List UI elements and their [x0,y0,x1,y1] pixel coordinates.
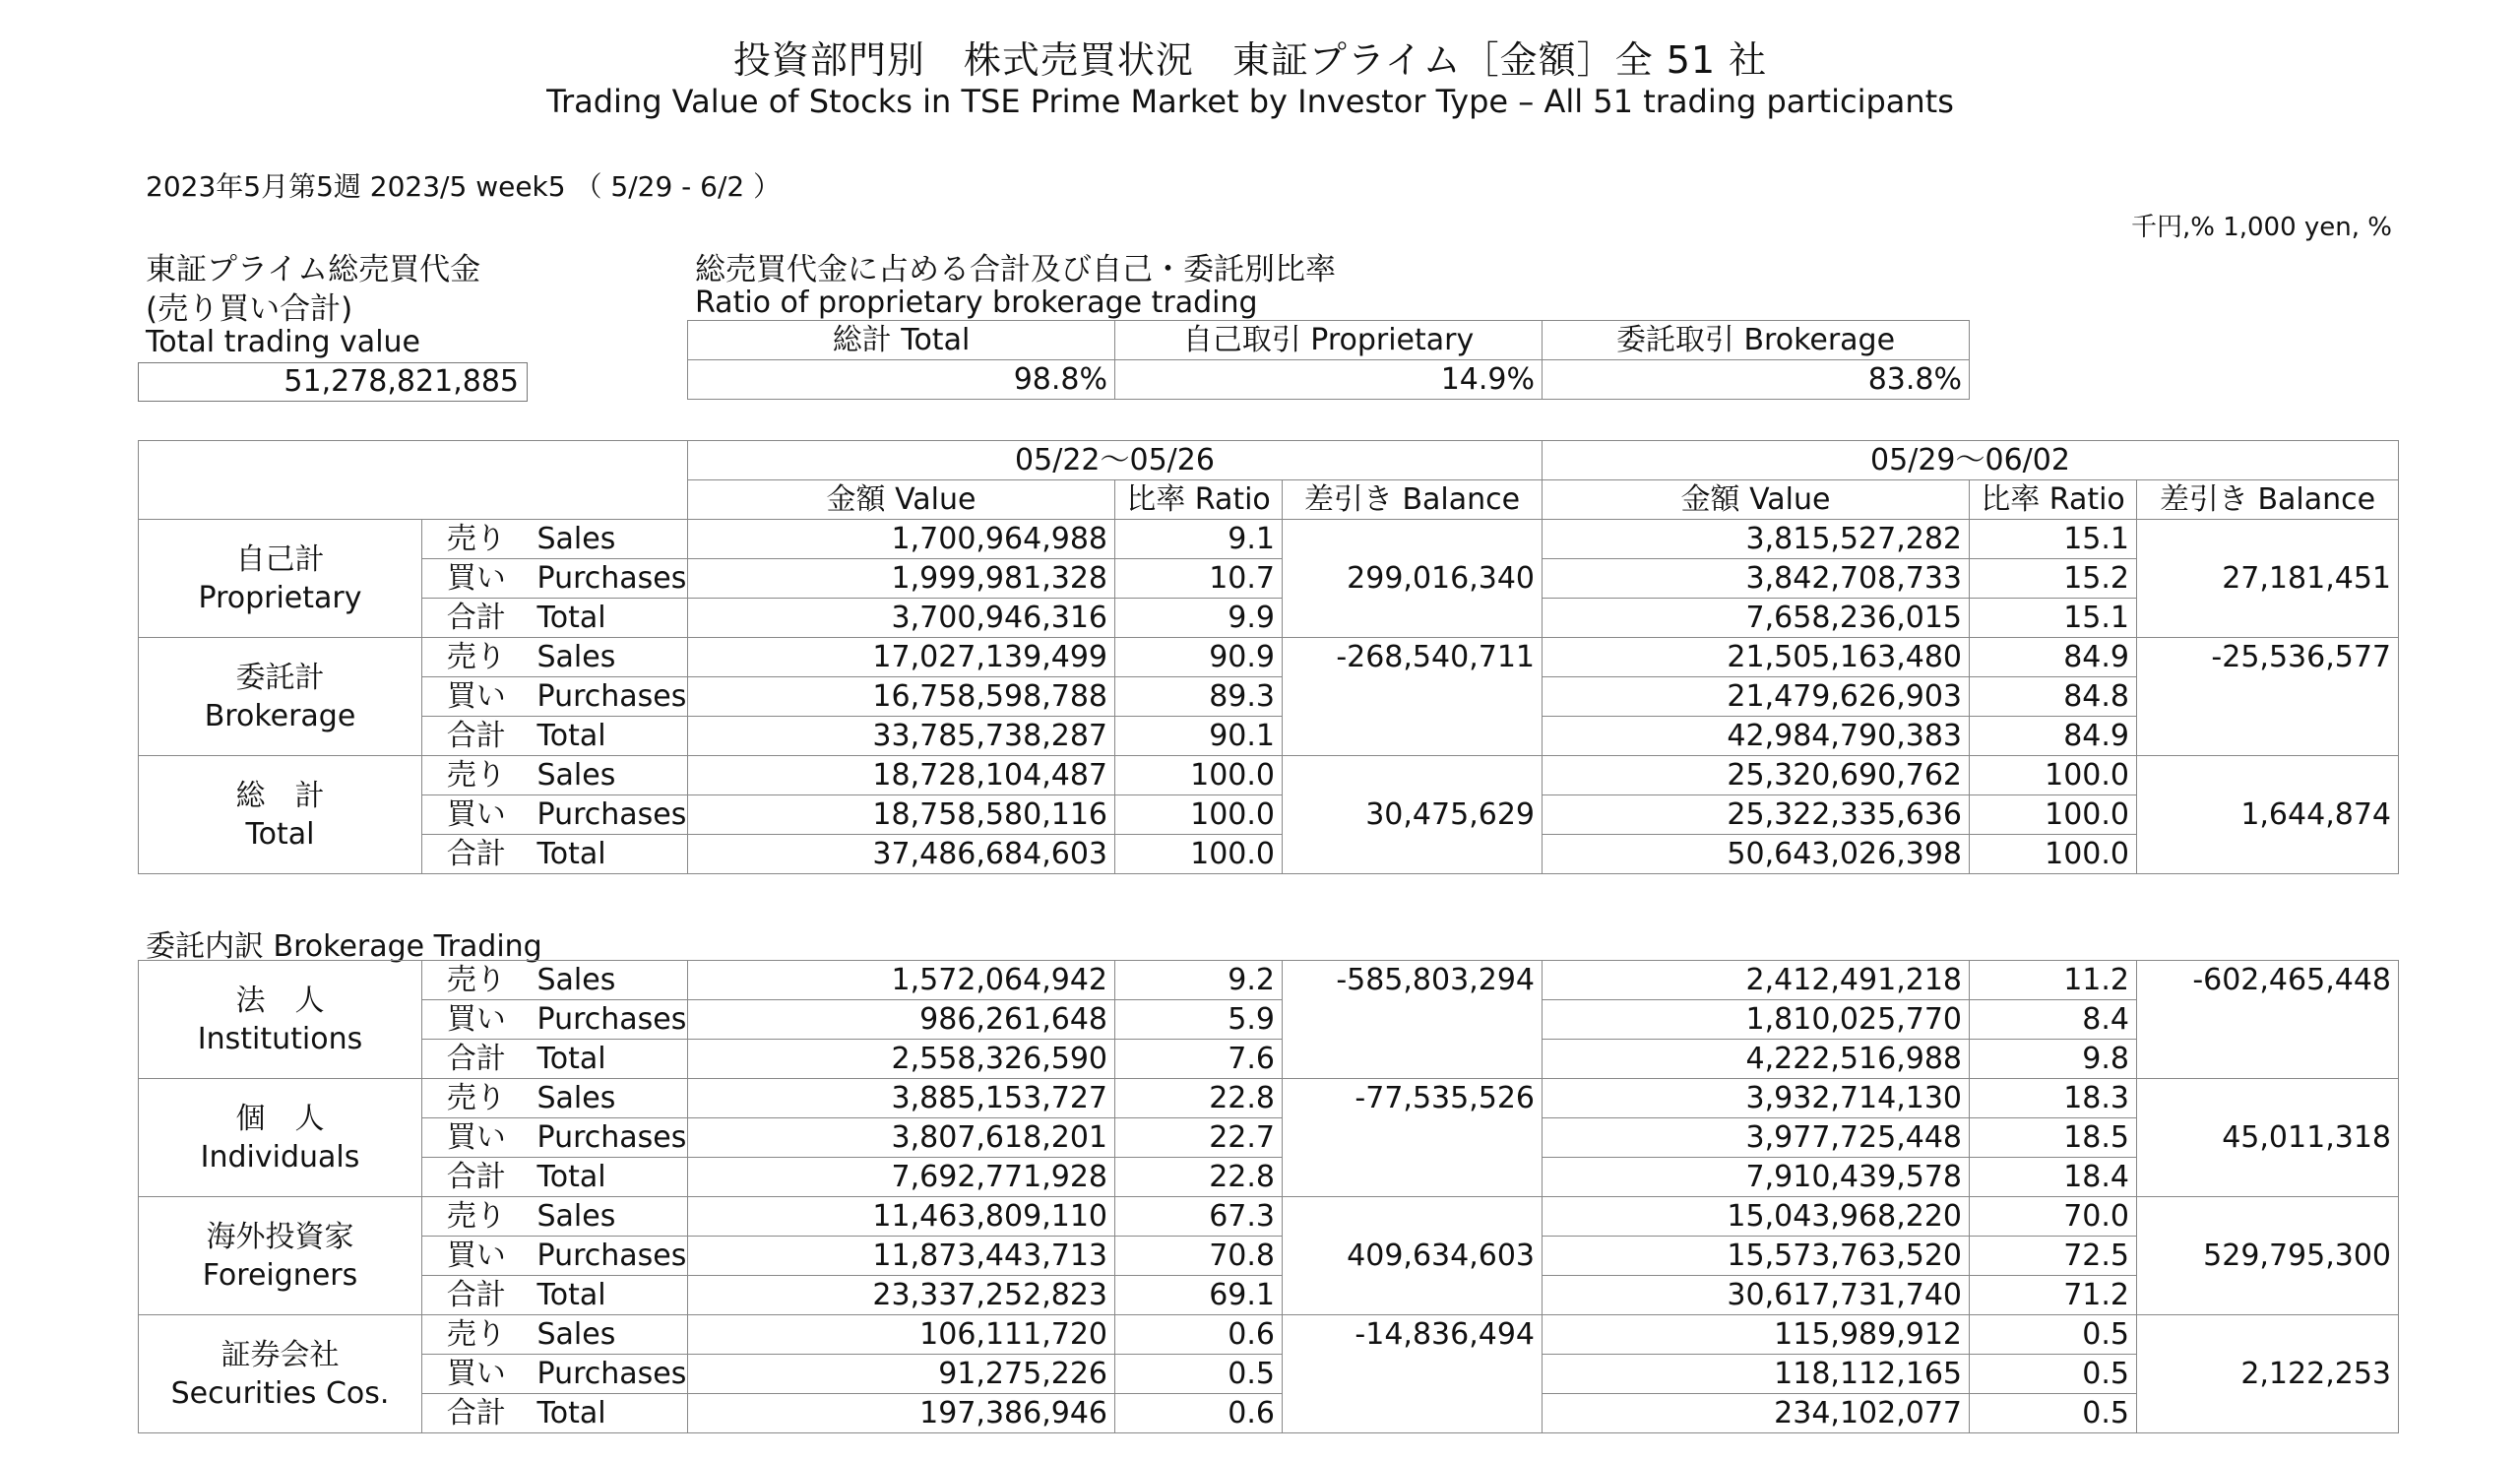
row-type-en: Sales [531,756,688,795]
table-row [139,1158,2399,1197]
p2-ratio-cell: 11.2 [1970,961,2137,1000]
p2-balance-cell: -25,536,577 [2137,638,2399,677]
row-type-en: Sales [531,638,688,677]
p1-value-cell: 3,807,618,201 [688,1118,1115,1158]
group-label [139,756,422,874]
p2-ratio-cell: 18.4 [1970,1158,2137,1197]
row-type-jp: 合計 [422,1158,531,1197]
ratio-value-brokerage: 83.8% [1543,360,1970,400]
p2-value-cell: 118,112,165 [1543,1355,1970,1394]
p2-balance-cell: 1,644,874 [2137,795,2399,835]
p2-balance-cell [2137,1040,2399,1079]
group-label-en: Securities Cos. [170,1375,390,1411]
p1-balance-cell [1283,1355,1543,1394]
p1-ratio-cell: 22.8 [1115,1158,1283,1197]
p2-value-cell: 21,505,163,480 [1543,638,1970,677]
p1-balance-cell [1283,1040,1543,1079]
row-type-jp: 売り [422,1079,531,1118]
p1-ratio-cell: 90.9 [1115,638,1283,677]
p1-ratio-cell: 0.6 [1115,1394,1283,1433]
total-value-label-en: Total trading value [146,325,420,359]
p2-balance-cell: 529,795,300 [2137,1237,2399,1276]
group-label-jp: 総 計 [235,778,325,813]
p2-value-cell: 115,989,912 [1543,1315,1970,1355]
brokerage-body [139,961,2399,1433]
group-label-en: Institutions [197,1021,363,1056]
p2-balance-cell: 45,011,318 [2137,1118,2399,1158]
p2-balance-cell [2137,835,2399,874]
total-value-cell: 51,278,821,885 [138,362,528,402]
p1-value-cell: 16,758,598,788 [688,677,1115,717]
row-type-en: Purchases [531,1355,688,1394]
p1-balance-cell [1283,1158,1543,1197]
p2-balance-cell [2137,756,2399,795]
p1-ratio-cell: 7.6 [1115,1040,1283,1079]
p2-balance-cell [2137,1276,2399,1315]
p2-ratio-cell: 84.8 [1970,677,2137,717]
group-label-en: Foreigners [202,1257,358,1293]
p1-value-cell: 3,885,153,727 [688,1079,1115,1118]
row-type-en: Purchases [531,795,688,835]
table-row [139,677,2399,717]
row-type-en: Total [531,599,688,638]
p1-ratio-cell: 100.0 [1115,756,1283,795]
group-label [139,638,422,756]
p1-ratio-header: 比率 Ratio [1115,480,1283,520]
p2-ratio-cell: 9.8 [1970,1040,2137,1079]
table-row [139,520,2399,559]
p1-value-cell: 18,728,104,487 [688,756,1115,795]
row-type-jp: 買い [422,1355,531,1394]
p1-value-cell: 7,692,771,928 [688,1158,1115,1197]
p2-balance-cell [2137,1158,2399,1197]
group-label [139,1315,422,1433]
row-type-jp: 売り [422,756,531,795]
p2-value-cell: 25,322,335,636 [1543,795,1970,835]
p2-ratio-cell: 0.5 [1970,1394,2137,1433]
row-type-jp: 買い [422,1000,531,1040]
p1-balance-cell: 409,634,603 [1283,1237,1543,1276]
p1-balance-cell: -77,535,526 [1283,1079,1543,1118]
ratio-value-proprietary: 14.9% [1115,360,1543,400]
p2-balance-cell: 27,181,451 [2137,559,2399,599]
p1-value-cell: 91,275,226 [688,1355,1115,1394]
row-type-jp: 買い [422,677,531,717]
p1-ratio-cell: 100.0 [1115,795,1283,835]
p2-value-cell: 4,222,516,988 [1543,1040,1970,1079]
p1-ratio-cell: 22.8 [1115,1079,1283,1118]
row-type-en: Total [531,835,688,874]
period1-header: 05/22～05/26 [688,441,1543,480]
row-type-jp: 買い [422,559,531,599]
p1-balance-cell: -585,803,294 [1283,961,1543,1000]
row-type-jp: 売り [422,1315,531,1355]
p2-ratio-cell: 15.1 [1970,599,2137,638]
table-row [139,1276,2399,1315]
period-header-row [139,441,2399,480]
row-type-jp: 合計 [422,1040,531,1079]
table-row [139,1000,2399,1040]
p2-ratio-cell: 0.5 [1970,1355,2137,1394]
p1-balance-cell [1283,1394,1543,1433]
corner-cell [139,441,688,520]
p2-value-cell: 50,643,026,398 [1543,835,1970,874]
group-label [139,1079,422,1197]
p2-ratio-cell: 84.9 [1970,717,2137,756]
p2-ratio-cell: 18.5 [1970,1118,2137,1158]
p1-ratio-cell: 9.2 [1115,961,1283,1000]
row-type-en: Purchases [531,1000,688,1040]
row-type-en: Sales [531,961,688,1000]
row-type-en: Sales [531,1197,688,1237]
p2-ratio-cell: 15.1 [1970,520,2137,559]
p2-ratio-cell: 100.0 [1970,795,2137,835]
p1-ratio-cell: 69.1 [1115,1276,1283,1315]
p2-ratio-cell: 15.2 [1970,559,2137,599]
row-type-jp: 合計 [422,835,531,874]
row-type-en: Sales [531,1315,688,1355]
row-type-en: Total [531,1158,688,1197]
p2-value-cell: 15,043,968,220 [1543,1197,1970,1237]
p2-balance-cell: -602,465,448 [2137,961,2399,1000]
p2-value-cell: 3,815,527,282 [1543,520,1970,559]
row-type-en: Total [531,1040,688,1079]
group-label [139,520,422,638]
p2-balance-cell [2137,1394,2399,1433]
p1-ratio-cell: 0.5 [1115,1355,1283,1394]
group-label-en: Brokerage [204,698,356,733]
p2-value-cell: 7,658,236,015 [1543,599,1970,638]
p2-ratio-cell: 18.3 [1970,1079,2137,1118]
p1-balance-cell [1283,717,1543,756]
summary-body [139,520,2399,874]
p1-balance-cell [1283,756,1543,795]
p1-value-cell: 1,572,064,942 [688,961,1115,1000]
p2-ratio-cell: 100.0 [1970,835,2137,874]
p1-value-cell: 1,700,964,988 [688,520,1115,559]
p2-value-cell: 21,479,626,903 [1543,677,1970,717]
p2-value-cell: 15,573,763,520 [1543,1237,1970,1276]
p2-value-cell: 30,617,731,740 [1543,1276,1970,1315]
row-type-jp: 買い [422,1118,531,1158]
row-type-jp: 売り [422,1197,531,1237]
p1-value-cell: 33,785,738,287 [688,717,1115,756]
p1-ratio-cell: 70.8 [1115,1237,1283,1276]
p1-balance-cell [1283,599,1543,638]
p1-balance-cell [1283,1197,1543,1237]
p1-value-cell: 106,111,720 [688,1315,1115,1355]
p1-value-cell: 18,758,580,116 [688,795,1115,835]
row-type-jp: 合計 [422,1276,531,1315]
row-type-jp: 買い [422,795,531,835]
p1-value-cell: 197,386,946 [688,1394,1115,1433]
group-label [139,961,422,1079]
table-row [139,559,2399,599]
p2-balance-header: 差引き Balance [2137,480,2399,520]
p2-balance-cell [2137,717,2399,756]
table-row [139,638,2399,677]
group-label-jp: 委託計 [235,660,325,695]
page-title-en: Trading Value of Stocks in TSE Prime Market by Investor Type – All 51 trading participants [546,83,1954,120]
p1-value-cell: 2,558,326,590 [688,1040,1115,1079]
p2-value-cell: 1,810,025,770 [1543,1000,1970,1040]
p2-value-cell: 3,977,725,448 [1543,1118,1970,1158]
table-row [139,1197,2399,1237]
p1-value-cell: 986,261,648 [688,1000,1115,1040]
ratio-table [687,320,1970,400]
p1-balance-cell [1283,835,1543,874]
p2-value-cell: 3,932,714,130 [1543,1079,1970,1118]
p1-ratio-cell: 22.7 [1115,1118,1283,1158]
p2-value-cell: 42,984,790,383 [1543,717,1970,756]
ratio-header-row [688,321,1970,360]
group-label-jp: 証券会社 [220,1337,340,1372]
p1-ratio-cell: 10.7 [1115,559,1283,599]
table-row [139,599,2399,638]
p2-ratio-cell: 70.0 [1970,1197,2137,1237]
p1-balance-cell: 30,475,629 [1283,795,1543,835]
row-type-en: Purchases [531,677,688,717]
table-row [139,835,2399,874]
group-label-jp: 個 人 [235,1101,325,1136]
total-value-label-jp: 東証プライム総売買代金 [146,252,481,287]
p2-ratio-cell: 72.5 [1970,1237,2137,1276]
group-label-en: Proprietary [198,580,362,615]
p1-value-cell: 17,027,139,499 [688,638,1115,677]
report-week: 2023年5月第5週 2023/5 week5 （ 5/29 - 6/2 ） [146,170,782,203]
ratio-value-row [688,360,1970,400]
p1-value-header: 金額 Value [688,480,1115,520]
brokerage-table [138,960,2399,1433]
p1-balance-cell: -14,836,494 [1283,1315,1543,1355]
p1-balance-cell [1283,1000,1543,1040]
row-type-en: Total [531,717,688,756]
group-label-jp: 海外投資家 [206,1219,354,1254]
table-row [139,961,2399,1000]
p1-ratio-cell: 0.6 [1115,1315,1283,1355]
p1-value-cell: 11,463,809,110 [688,1197,1115,1237]
ratio-header-total: 総計 Total [688,321,1115,360]
row-type-jp: 売り [422,638,531,677]
p2-ratio-cell: 8.4 [1970,1000,2137,1040]
p1-ratio-cell: 9.9 [1115,599,1283,638]
table-row [139,1394,2399,1433]
p2-value-header: 金額 Value [1543,480,1970,520]
group-label-jp: 法 人 [235,983,325,1018]
p2-balance-cell [2137,520,2399,559]
table-row [139,1315,2399,1355]
p2-balance-cell [2137,599,2399,638]
p1-value-cell: 1,999,981,328 [688,559,1115,599]
p1-balance-cell [1283,520,1543,559]
p2-value-cell: 7,910,439,578 [1543,1158,1970,1197]
row-type-jp: 合計 [422,599,531,638]
period2-header: 05/29～06/02 [1543,441,2399,480]
row-type-en: Purchases [531,1118,688,1158]
total-value-label-jp-sub: (売り買い合計) [146,291,353,327]
unit-note: 千円,% 1,000 yen, % [2130,213,2392,242]
row-type-en: Total [531,1276,688,1315]
brokerage-section-label: 委託内訳 Brokerage Trading [146,929,542,964]
p1-value-cell: 3,700,946,316 [688,599,1115,638]
p2-value-cell: 3,842,708,733 [1543,559,1970,599]
p2-ratio-cell: 0.5 [1970,1315,2137,1355]
p2-ratio-cell: 84.9 [1970,638,2137,677]
p1-ratio-cell: 67.3 [1115,1197,1283,1237]
table-row [139,1237,2399,1276]
p2-balance-cell [2137,1000,2399,1040]
row-type-jp: 売り [422,520,531,559]
group-label-en: Individuals [200,1139,360,1175]
p2-balance-cell: 2,122,253 [2137,1355,2399,1394]
group-label-jp: 自己計 [235,541,325,577]
p2-value-cell: 234,102,077 [1543,1394,1970,1433]
p1-ratio-cell: 9.1 [1115,520,1283,559]
p2-balance-cell [2137,677,2399,717]
p2-ratio-header: 比率 Ratio [1970,480,2137,520]
p1-value-cell: 37,486,684,603 [688,835,1115,874]
p1-value-cell: 23,337,252,823 [688,1276,1115,1315]
ratio-label-jp: 総売買代金に占める合計及び自己・委託別比率 [695,252,1336,287]
ratio-header-brokerage: 委託取引 Brokerage [1543,321,1970,360]
row-type-en: Sales [531,1079,688,1118]
row-type-jp: 合計 [422,717,531,756]
p2-balance-cell [2137,1315,2399,1355]
p2-balance-cell [2137,1197,2399,1237]
p2-value-cell: 25,320,690,762 [1543,756,1970,795]
p1-ratio-cell: 5.9 [1115,1000,1283,1040]
ratio-header-proprietary: 自己取引 Proprietary [1115,321,1543,360]
row-type-jp: 売り [422,961,531,1000]
row-type-en: Purchases [531,559,688,599]
p1-ratio-cell: 100.0 [1115,835,1283,874]
p1-value-cell: 11,873,443,713 [688,1237,1115,1276]
row-type-en: Sales [531,520,688,559]
p2-ratio-cell: 100.0 [1970,756,2137,795]
row-type-en: Purchases [531,1237,688,1276]
p1-ratio-cell: 90.1 [1115,717,1283,756]
p1-balance-cell [1283,1276,1543,1315]
p1-balance-header: 差引き Balance [1283,480,1543,520]
table-row [139,1040,2399,1079]
p2-value-cell: 2,412,491,218 [1543,961,1970,1000]
p2-ratio-cell: 71.2 [1970,1276,2137,1315]
summary-table [138,440,2399,874]
p1-balance-cell [1283,677,1543,717]
p1-ratio-cell: 89.3 [1115,677,1283,717]
row-type-jp: 合計 [422,1394,531,1433]
p2-balance-cell [2137,1079,2399,1118]
row-type-en: Total [531,1394,688,1433]
p1-balance-cell [1283,1118,1543,1158]
p1-balance-cell: 299,016,340 [1283,559,1543,599]
table-row [139,1355,2399,1394]
ratio-label-en: Ratio of proprietary brokerage trading [695,286,1258,320]
table-row [139,795,2399,835]
p1-balance-cell: -268,540,711 [1283,638,1543,677]
table-row [139,1079,2399,1118]
row-type-jp: 買い [422,1237,531,1276]
page-title-jp: 投資部門別 株式売買状況 東証プライム［金額］全 51 社 [732,38,1768,82]
ratio-value-total: 98.8% [688,360,1115,400]
table-row [139,717,2399,756]
table-row [139,1118,2399,1158]
group-label-en: Total [245,816,315,852]
table-row [139,756,2399,795]
group-label [139,1197,422,1315]
